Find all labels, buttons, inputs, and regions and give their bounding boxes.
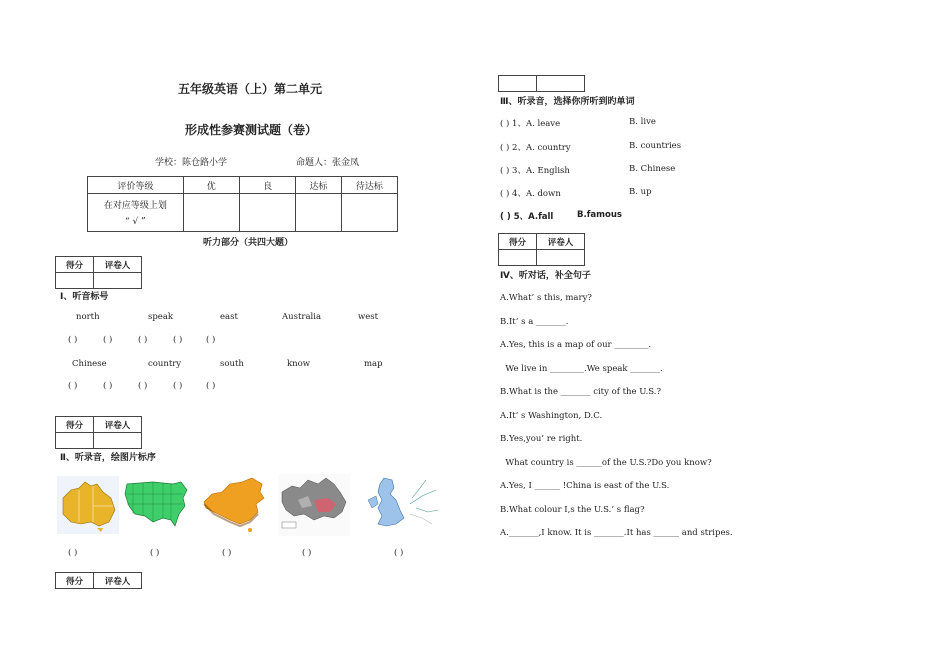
answer-paren[interactable]: ( )	[302, 548, 312, 558]
score-box	[55, 416, 142, 449]
option-b: B.famous	[577, 210, 622, 220]
grade-header: 良	[239, 177, 295, 194]
listening-title: 听力部分（共四大题）	[203, 238, 294, 248]
score-cell[interactable]	[56, 433, 94, 449]
score-box	[55, 572, 142, 589]
option-b: B. live	[629, 117, 656, 127]
section2-title: Ⅱ、听录音，绘图片标序	[60, 453, 156, 463]
answer-paren[interactable]: ( )	[150, 548, 160, 558]
answer-paren[interactable]: ( )	[173, 381, 183, 391]
score-label: 得分	[499, 234, 537, 250]
question-item: ( ) 5、A.fall	[500, 212, 554, 222]
title-sub: 形成性参赛测试题（卷）	[185, 123, 318, 137]
dialogue-line: A.It’ s Washington, D.C.	[500, 411, 603, 421]
word: speak	[148, 312, 174, 322]
china-map-icon	[200, 476, 268, 534]
option-b: B. up	[629, 187, 652, 197]
score-label: 得分	[56, 417, 94, 433]
dialogue-line: We live in ________.We speak _______.	[500, 364, 663, 374]
answer-paren[interactable]: ( )	[103, 335, 113, 345]
score-cell[interactable]	[56, 273, 94, 289]
answer-paren[interactable]: ( )	[138, 335, 148, 345]
grader-label: 评卷人	[94, 257, 142, 273]
score-label: 得分	[56, 257, 94, 273]
grade-cell[interactable]	[341, 194, 397, 232]
grader-label: 评卷人	[537, 234, 585, 250]
word: know	[287, 359, 311, 369]
score-box	[498, 75, 585, 92]
section1-title: Ⅰ、听音标号	[60, 292, 109, 302]
dialogue-line: A._______,I know. It is _______.It has ______ and stripes.	[500, 528, 733, 538]
grade-cell[interactable]	[183, 194, 239, 232]
grader-cell[interactable]	[537, 76, 585, 92]
score-cell[interactable]	[499, 76, 537, 92]
dialogue-line: What country is ______of the U.S.?Do you know?	[500, 458, 712, 468]
grader-cell[interactable]	[94, 433, 142, 449]
word: south	[220, 359, 244, 369]
word: north	[76, 312, 100, 322]
answer-paren[interactable]: ( )	[103, 381, 113, 391]
dialogue-line: B.Yes,you’ re right.	[500, 434, 583, 444]
answer-paren[interactable]: ( )	[206, 335, 216, 345]
option-b: B. Chinese	[629, 164, 676, 174]
word: east	[220, 312, 238, 322]
dialogue-line: B.What colour I,s the U.S.’ s flag?	[500, 505, 645, 515]
word: Australia	[282, 312, 322, 322]
grade-header: 达标	[296, 177, 341, 194]
question-item: ( ) 1、A. leave	[500, 119, 561, 129]
answer-paren[interactable]: ( )	[68, 335, 78, 345]
answer-paren[interactable]: ( )	[68, 381, 78, 391]
dialogue-line: A.What’ s this, mary?	[500, 293, 592, 303]
score-box	[55, 256, 142, 289]
grader-cell[interactable]	[94, 273, 142, 289]
usa-map-icon	[123, 476, 193, 534]
answer-paren[interactable]: ( )	[68, 548, 78, 558]
question-item: ( ) 2、A. country	[500, 143, 571, 153]
canada-map-icon	[278, 474, 350, 536]
answer-paren[interactable]: ( )	[222, 548, 232, 558]
grade-row-label-line2: “ √ ”	[125, 217, 146, 227]
word: west	[358, 312, 379, 322]
question-item: ( ) 4、A. down	[500, 189, 561, 199]
grade-row-label-line1: 在对应等级上划	[103, 201, 167, 211]
australia-map-icon	[57, 476, 119, 534]
grader-label: 评卷人	[94, 417, 142, 433]
dialogue-line: A.Yes, this is a map of our ________.	[500, 340, 652, 350]
title-main: 五年级英语（上）第二单元	[178, 82, 323, 96]
grade-cell[interactable]	[296, 194, 341, 232]
score-cell[interactable]	[499, 250, 537, 266]
word: country	[148, 359, 182, 369]
score-box	[498, 233, 585, 266]
grade-header: 评价等级	[88, 177, 184, 194]
dialogue-line: A.Yes, I ______ !China is east of the U.S.	[500, 481, 670, 491]
answer-paren[interactable]: ( )	[173, 335, 183, 345]
answer-paren[interactable]: ( )	[206, 381, 216, 391]
question-item: ( ) 3、A. English	[500, 166, 570, 176]
grade-cell[interactable]	[239, 194, 295, 232]
word: map	[364, 359, 383, 369]
answer-paren[interactable]: ( )	[138, 381, 148, 391]
author-line: 命题人：张金凤	[296, 158, 360, 168]
grade-header: 待达标	[341, 177, 397, 194]
dialogue-line: B.It’ s a _______.	[500, 317, 569, 327]
word: Chinese	[72, 359, 107, 369]
grader-label: 评卷人	[94, 573, 142, 589]
section4-title: Ⅳ、听对话，补全句子	[500, 271, 591, 281]
uk-map-icon	[366, 474, 442, 536]
option-b: B. countries	[629, 141, 682, 151]
dialogue-line: B.What is the _______ city of the U.S.?	[500, 387, 662, 397]
school-line: 学校：陈仓路小学	[155, 158, 228, 168]
grade-row-label	[88, 194, 184, 232]
grade-table	[87, 176, 398, 232]
grade-header: 优	[183, 177, 239, 194]
grader-cell[interactable]	[537, 250, 585, 266]
answer-paren[interactable]: ( )	[394, 548, 404, 558]
section3-title: Ⅲ、听录音，选择你所听到旳单词	[500, 97, 635, 107]
score-label: 得分	[56, 573, 94, 589]
